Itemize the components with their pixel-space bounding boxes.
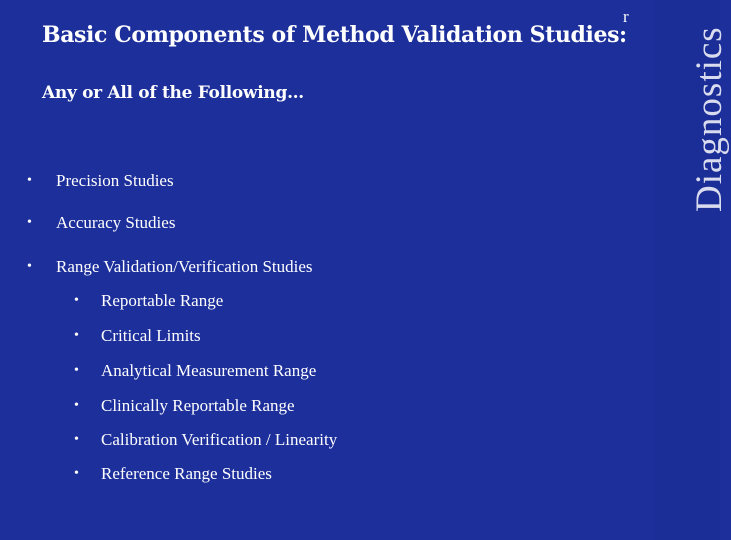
bullet-icon: • [27,173,32,188]
bullet-label: Analytical Measurement Range [101,361,317,380]
bullet-icon: • [74,363,79,378]
bullet-icon: • [74,432,79,447]
bullet-label: Reportable Range [101,291,224,310]
slide-subtitle: Any or All of the Following… [42,83,304,103]
bullet-label: Calibration Verification / Linearity [101,430,338,449]
bullet-icon: • [74,466,79,481]
brand-logo-text: Diagnostics [689,26,730,212]
slide-title: Basic Components of Method Validation Studies: [42,22,627,48]
bullet-icon: • [74,293,79,308]
corner-letter: r [623,7,629,26]
bullet-label: Clinically Reportable Range [101,396,295,415]
bullet-label: Critical Limits [101,326,201,345]
bullet-icon: • [74,328,79,343]
bullet-icon: • [74,398,79,413]
bullet-label: Range Validation/Verification Studies [56,257,313,276]
bullet-icon: • [27,259,32,274]
bullet-label: Reference Range Studies [101,464,272,483]
bullet-label: Precision Studies [56,171,174,190]
bullet-label: Accuracy Studies [56,213,176,232]
bullet-icon: • [27,215,32,230]
